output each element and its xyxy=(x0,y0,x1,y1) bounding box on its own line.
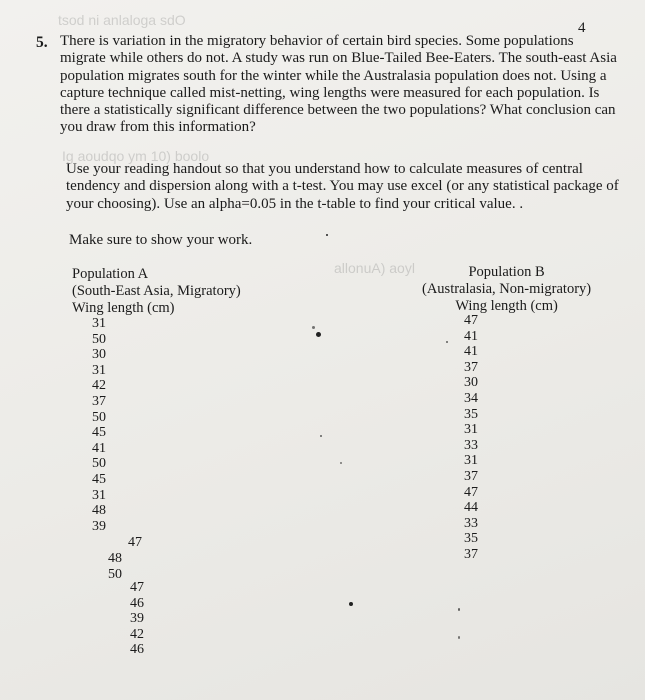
population-a-value: 31 xyxy=(92,362,106,378)
population-b-value: 34 xyxy=(464,390,478,406)
population-a-value: 47 xyxy=(130,580,144,595)
pen-mark-dot xyxy=(458,636,460,639)
population-a-value: 31 xyxy=(92,316,106,331)
population-a-unit: Wing length (cm) xyxy=(72,300,175,316)
population-b-value: 47 xyxy=(464,484,478,500)
population-b-value: 37 xyxy=(464,359,478,375)
population-a-value: 31 xyxy=(92,487,106,503)
population-a-value: 45 xyxy=(92,425,106,441)
population-a-value: 37 xyxy=(92,393,106,409)
population-a-value: 39 xyxy=(130,611,144,627)
pen-mark-dot xyxy=(458,608,460,611)
pen-mark-dot xyxy=(446,341,448,343)
population-a-value: 47 xyxy=(128,535,142,550)
bleed-through-text: tsod ni anlaloga sdO xyxy=(58,12,186,28)
population-b-value: 41 xyxy=(464,328,478,344)
population-a-value: 39 xyxy=(92,518,106,534)
population-a-value: 50 xyxy=(92,456,106,472)
pen-mark-dot xyxy=(316,332,321,337)
population-a-value: 48 xyxy=(92,503,106,519)
show-work-instruction: Make sure to show your work. xyxy=(69,232,253,248)
population-b-value: 37 xyxy=(464,468,478,484)
population-b-value: 47 xyxy=(464,313,478,328)
pen-mark-dot xyxy=(349,602,353,606)
population-a-value: 42 xyxy=(130,626,144,642)
text-line: Use your reading handout so that you understand how to calculate measures of central xyxy=(66,161,583,177)
population-b-value: 35 xyxy=(464,531,478,547)
population-a-value: 46 xyxy=(130,595,144,611)
population-a-value: 46 xyxy=(130,642,144,658)
population-b-values xyxy=(462,313,480,563)
pen-mark-dot xyxy=(326,234,328,236)
question-number: 5. xyxy=(36,34,48,51)
population-a-values-extra xyxy=(130,580,144,658)
population-b-value: 33 xyxy=(464,437,478,453)
pen-mark-dot xyxy=(312,326,315,329)
bleed-through-text: Ig aoudqo ym 10) boolo xyxy=(62,148,210,164)
population-a-value: 41 xyxy=(92,440,106,456)
population-a-value: 42 xyxy=(92,378,106,394)
instructions-paragraph xyxy=(66,161,619,213)
population-b-value: 33 xyxy=(464,515,478,531)
population-b-value: 37 xyxy=(464,546,478,562)
question-paragraph xyxy=(60,33,617,137)
population-b-value: 30 xyxy=(464,375,478,391)
population-a-value: 50 xyxy=(92,409,106,425)
text-line: capture technique called mist-netting, wing lengths were measured for each population. Is xyxy=(60,84,600,101)
pen-mark-dot xyxy=(320,435,322,437)
text-line: There is variation in the migratory behavior of certain bird species. Some populations xyxy=(60,33,574,49)
population-a-value: 30 xyxy=(92,347,106,363)
population-b-unit: Wing length (cm) xyxy=(455,298,558,314)
population-a-value: 48 xyxy=(108,551,122,566)
population-a-subtitle: (South-East Asia, Migratory) xyxy=(72,283,241,299)
population-a-value: 45 xyxy=(92,471,106,487)
population-a-value: 50 xyxy=(108,566,122,582)
population-b-value: 44 xyxy=(464,500,478,516)
population-b-value: 41 xyxy=(464,344,478,360)
population-a-values xyxy=(92,316,106,534)
population-a-values-extra xyxy=(108,551,122,582)
population-b-subtitle: (Australasia, Non-migratory) xyxy=(422,281,592,297)
pen-mark-dot xyxy=(340,462,342,464)
text-line: there a statistically significant difference between the two populations? What conclusion can xyxy=(60,102,616,119)
population-b-value: 35 xyxy=(464,406,478,422)
text-line: population migrates south for the winter while the Australasia population does not. Using a xyxy=(60,67,607,84)
population-b-title: Population B xyxy=(468,264,545,280)
population-b-value: 31 xyxy=(464,453,478,469)
text-line: you draw from this information? xyxy=(60,119,256,136)
text-line: tendency and dispersion along with a t-test. You may use excel (or any statistical package of xyxy=(66,178,619,195)
population-a-header xyxy=(72,266,241,317)
population-b-header xyxy=(422,264,591,315)
population-a-value: 50 xyxy=(92,331,106,347)
population-b-value: 31 xyxy=(464,422,478,438)
text-line: migrate while others do not. A study was run on Blue-Tailed Bee-Eaters. The south-east Asia xyxy=(60,50,617,67)
population-a-title: Population A xyxy=(72,266,149,282)
page-number: 4 xyxy=(578,20,586,36)
text-line: your choosing). Use an alpha=0.05 in the t-table to find your critical value. . xyxy=(66,195,524,212)
bleed-through-text: allonuA) aoyl xyxy=(334,260,415,276)
